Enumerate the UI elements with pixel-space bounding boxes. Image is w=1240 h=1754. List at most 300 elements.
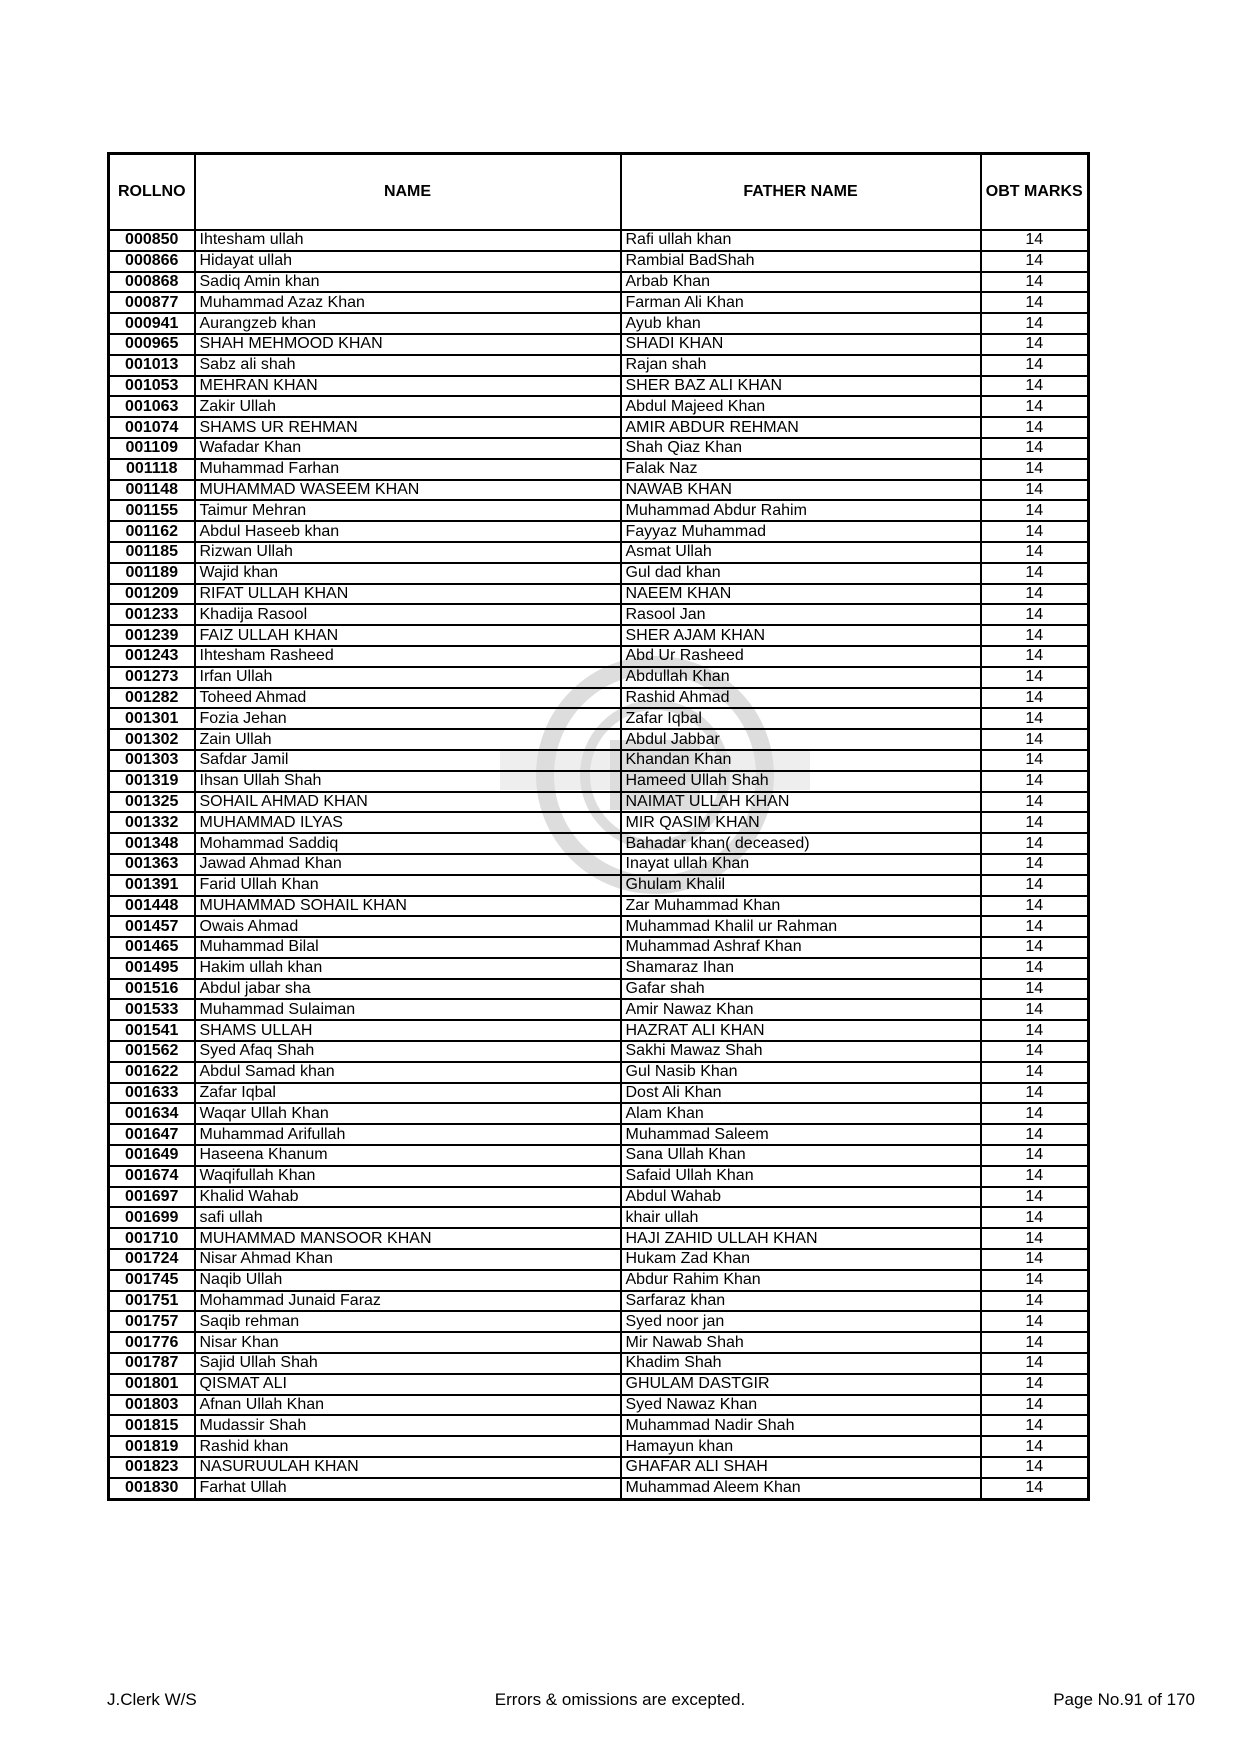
rollno-cell: 001233 bbox=[109, 604, 195, 625]
marks-cell: 14 bbox=[981, 1249, 1089, 1270]
name-cell: Wafadar Khan bbox=[195, 438, 621, 459]
table-row bbox=[109, 396, 1089, 417]
rollno-cell: 001803 bbox=[109, 1395, 195, 1416]
table-row bbox=[109, 750, 1089, 771]
father-name-cell: SHER BAZ ALI KHAN bbox=[621, 376, 981, 397]
name-cell: safi ullah bbox=[195, 1207, 621, 1228]
rollno-cell: 001118 bbox=[109, 459, 195, 480]
father-name-cell: HAZRAT ALI KHAN bbox=[621, 1020, 981, 1041]
marks-cell: 14 bbox=[981, 438, 1089, 459]
table-row bbox=[109, 604, 1089, 625]
marks-cell: 14 bbox=[981, 792, 1089, 813]
table-row bbox=[109, 771, 1089, 792]
rollno-cell: 000877 bbox=[109, 292, 195, 313]
rollno-cell: 001243 bbox=[109, 646, 195, 667]
name-cell: Ihsan Ullah Shah bbox=[195, 771, 621, 792]
marks-cell: 14 bbox=[981, 542, 1089, 563]
rollno-cell: 001699 bbox=[109, 1207, 195, 1228]
father-name-cell: Zafar Iqbal bbox=[621, 708, 981, 729]
rollno-cell: 001189 bbox=[109, 563, 195, 584]
table-row bbox=[109, 1478, 1089, 1499]
father-name-cell: MIR QASIM KHAN bbox=[621, 812, 981, 833]
table-row bbox=[109, 999, 1089, 1020]
name-cell: FAIZ ULLAH KHAN bbox=[195, 625, 621, 646]
name-cell: Sajid Ullah Shah bbox=[195, 1353, 621, 1374]
father-name-cell: Alam Khan bbox=[621, 1103, 981, 1124]
father-name-cell: Ghulam Khalil bbox=[621, 875, 981, 896]
table-row bbox=[109, 916, 1089, 937]
marks-cell: 14 bbox=[981, 1124, 1089, 1145]
table-row bbox=[109, 480, 1089, 501]
rollno-cell: 000850 bbox=[109, 230, 195, 251]
name-cell: Farid Ullah Khan bbox=[195, 875, 621, 896]
marks-cell: 14 bbox=[981, 667, 1089, 688]
header-rollno: ROLLNO bbox=[109, 154, 195, 231]
father-name-cell: HAJI ZAHID ULLAH KHAN bbox=[621, 1228, 981, 1249]
marks-cell: 14 bbox=[981, 688, 1089, 709]
name-cell: RIFAT ULLAH KHAN bbox=[195, 584, 621, 605]
name-cell: Fozia Jehan bbox=[195, 708, 621, 729]
marks-cell: 14 bbox=[981, 812, 1089, 833]
name-cell: MEHRAN KHAN bbox=[195, 376, 621, 397]
name-cell: MUHAMMAD SOHAIL KHAN bbox=[195, 896, 621, 917]
name-cell: SHAH MEHMOOD KHAN bbox=[195, 334, 621, 355]
header-father-name: FATHER NAME bbox=[621, 154, 981, 231]
marks-cell: 14 bbox=[981, 1291, 1089, 1312]
marks-cell: 14 bbox=[981, 750, 1089, 771]
marks-cell: 14 bbox=[981, 916, 1089, 937]
father-name-cell: Hamayun khan bbox=[621, 1436, 981, 1457]
rollno-cell: 001745 bbox=[109, 1270, 195, 1291]
father-name-cell: Rasool Jan bbox=[621, 604, 981, 625]
table-row bbox=[109, 688, 1089, 709]
name-cell: Mudassir Shah bbox=[195, 1415, 621, 1436]
rollno-cell: 001391 bbox=[109, 875, 195, 896]
name-cell: Rizwan Ullah bbox=[195, 542, 621, 563]
marks-cell: 14 bbox=[981, 1332, 1089, 1353]
table-row bbox=[109, 708, 1089, 729]
marks-cell: 14 bbox=[981, 1395, 1089, 1416]
rollno-cell: 000965 bbox=[109, 334, 195, 355]
table-row bbox=[109, 1124, 1089, 1145]
name-cell: Taimur Mehran bbox=[195, 500, 621, 521]
rollno-cell: 001457 bbox=[109, 916, 195, 937]
rollno-cell: 001448 bbox=[109, 896, 195, 917]
father-name-cell: Safaid Ullah Khan bbox=[621, 1166, 981, 1187]
table-row bbox=[109, 500, 1089, 521]
table-row bbox=[109, 896, 1089, 917]
table-row bbox=[109, 1166, 1089, 1187]
father-name-cell: Muhammad Nadir Shah bbox=[621, 1415, 981, 1436]
table-row bbox=[109, 1020, 1089, 1041]
name-cell: Abdul Haseeb khan bbox=[195, 521, 621, 542]
father-name-cell: Khandan Khan bbox=[621, 750, 981, 771]
marks-cell: 14 bbox=[981, 729, 1089, 750]
rollno-cell: 000868 bbox=[109, 272, 195, 293]
table-row bbox=[109, 1103, 1089, 1124]
rollno-cell: 001301 bbox=[109, 708, 195, 729]
table-row bbox=[109, 1353, 1089, 1374]
marks-cell: 14 bbox=[981, 1166, 1089, 1187]
father-name-cell: Amir Nawaz Khan bbox=[621, 999, 981, 1020]
name-cell: Waqifullah Khan bbox=[195, 1166, 621, 1187]
father-name-cell: Shamaraz Ihan bbox=[621, 958, 981, 979]
rollno-cell: 000866 bbox=[109, 251, 195, 272]
rollno-cell: 001622 bbox=[109, 1062, 195, 1083]
table-row bbox=[109, 646, 1089, 667]
father-name-cell: Arbab Khan bbox=[621, 272, 981, 293]
rollno-cell: 001332 bbox=[109, 812, 195, 833]
marks-cell: 14 bbox=[981, 292, 1089, 313]
name-cell: Hakim ullah khan bbox=[195, 958, 621, 979]
name-cell: Abdul Samad khan bbox=[195, 1062, 621, 1083]
marks-cell: 14 bbox=[981, 875, 1089, 896]
father-name-cell: Muhammad Saleem bbox=[621, 1124, 981, 1145]
rollno-cell: 001724 bbox=[109, 1249, 195, 1270]
name-cell: Aurangzeb khan bbox=[195, 313, 621, 334]
name-cell: Safdar Jamil bbox=[195, 750, 621, 771]
table-row bbox=[109, 1436, 1089, 1457]
marks-cell: 14 bbox=[981, 417, 1089, 438]
rollno-cell: 001633 bbox=[109, 1083, 195, 1104]
rollno-cell: 001302 bbox=[109, 729, 195, 750]
rollno-cell: 001697 bbox=[109, 1187, 195, 1208]
table-row bbox=[109, 563, 1089, 584]
marks-cell: 14 bbox=[981, 833, 1089, 854]
name-cell: Muhammad Sulaiman bbox=[195, 999, 621, 1020]
table-row bbox=[109, 1145, 1089, 1166]
father-name-cell: SHER AJAM KHAN bbox=[621, 625, 981, 646]
name-cell: Toheed Ahmad bbox=[195, 688, 621, 709]
name-cell: Muhammad Bilal bbox=[195, 937, 621, 958]
marks-cell: 14 bbox=[981, 272, 1089, 293]
rollno-cell: 001776 bbox=[109, 1332, 195, 1353]
rollno-cell: 001109 bbox=[109, 438, 195, 459]
table-row bbox=[109, 1374, 1089, 1395]
rollno-cell: 001239 bbox=[109, 625, 195, 646]
table-row bbox=[109, 729, 1089, 750]
name-cell: Ihtesham Rasheed bbox=[195, 646, 621, 667]
father-name-cell: Asmat Ullah bbox=[621, 542, 981, 563]
table-row bbox=[109, 625, 1089, 646]
father-name-cell: Muhammad Ashraf Khan bbox=[621, 937, 981, 958]
father-name-cell: Abd Ur Rasheed bbox=[621, 646, 981, 667]
name-cell: Hidayat ullah bbox=[195, 251, 621, 272]
father-name-cell: Rafi ullah khan bbox=[621, 230, 981, 251]
marks-cell: 14 bbox=[981, 1436, 1089, 1457]
table-row bbox=[109, 313, 1089, 334]
rollno-cell: 001649 bbox=[109, 1145, 195, 1166]
marks-cell: 14 bbox=[981, 376, 1089, 397]
name-cell: Muhammad Farhan bbox=[195, 459, 621, 480]
table-row bbox=[109, 875, 1089, 896]
marks-cell: 14 bbox=[981, 1478, 1089, 1499]
marks-cell: 14 bbox=[981, 230, 1089, 251]
name-cell: Khalid Wahab bbox=[195, 1187, 621, 1208]
table-row bbox=[109, 792, 1089, 813]
rollno-cell: 001363 bbox=[109, 854, 195, 875]
table-row bbox=[109, 1270, 1089, 1291]
name-cell: Nisar Khan bbox=[195, 1332, 621, 1353]
table-row bbox=[109, 355, 1089, 376]
marks-cell: 14 bbox=[981, 334, 1089, 355]
rollno-cell: 001348 bbox=[109, 833, 195, 854]
father-name-cell: Fayyaz Muhammad bbox=[621, 521, 981, 542]
father-name-cell: NAEEM KHAN bbox=[621, 584, 981, 605]
table-row bbox=[109, 459, 1089, 480]
table-row bbox=[109, 417, 1089, 438]
rollno-cell: 001830 bbox=[109, 1478, 195, 1499]
rollno-cell: 001751 bbox=[109, 1291, 195, 1312]
father-name-cell: SHADI KHAN bbox=[621, 334, 981, 355]
rollno-cell: 001273 bbox=[109, 667, 195, 688]
name-cell: Nisar Ahmad Khan bbox=[195, 1249, 621, 1270]
father-name-cell: Rashid Ahmad bbox=[621, 688, 981, 709]
name-cell: Afnan Ullah Khan bbox=[195, 1395, 621, 1416]
name-cell: NASURUULAH KHAN bbox=[195, 1457, 621, 1478]
rollno-cell: 001063 bbox=[109, 396, 195, 417]
name-cell: SOHAIL AHMAD KHAN bbox=[195, 792, 621, 813]
father-name-cell: Falak Naz bbox=[621, 459, 981, 480]
name-cell: Owais Ahmad bbox=[195, 916, 621, 937]
rollno-cell: 001282 bbox=[109, 688, 195, 709]
name-cell: Saqib rehman bbox=[195, 1311, 621, 1332]
name-cell: Mohammad Junaid Faraz bbox=[195, 1291, 621, 1312]
marks-cell: 14 bbox=[981, 1311, 1089, 1332]
marks-cell: 14 bbox=[981, 1228, 1089, 1249]
rollno-cell: 001319 bbox=[109, 771, 195, 792]
marks-cell: 14 bbox=[981, 854, 1089, 875]
marks-cell: 14 bbox=[981, 396, 1089, 417]
table-row bbox=[109, 812, 1089, 833]
table-row bbox=[109, 979, 1089, 1000]
header-obt-marks: OBT MARKS bbox=[981, 154, 1089, 231]
footer-page-number: Page No.91 of 170 bbox=[1053, 1690, 1195, 1709]
table-row bbox=[109, 833, 1089, 854]
table-row bbox=[109, 251, 1089, 272]
father-name-cell: AMIR ABDUR REHMAN bbox=[621, 417, 981, 438]
rollno-cell: 001562 bbox=[109, 1041, 195, 1062]
rollno-cell: 000941 bbox=[109, 313, 195, 334]
name-cell: Naqib Ullah bbox=[195, 1270, 621, 1291]
rollno-cell: 001074 bbox=[109, 417, 195, 438]
name-cell: Abdul jabar sha bbox=[195, 979, 621, 1000]
marks-cell: 14 bbox=[981, 1270, 1089, 1291]
marks-cell: 14 bbox=[981, 979, 1089, 1000]
rollno-cell: 001674 bbox=[109, 1166, 195, 1187]
name-cell: Zakir Ullah bbox=[195, 396, 621, 417]
father-name-cell: Sakhi Mawaz Shah bbox=[621, 1041, 981, 1062]
marks-cell: 14 bbox=[981, 1020, 1089, 1041]
marks-cell: 14 bbox=[981, 604, 1089, 625]
table-row bbox=[109, 1207, 1089, 1228]
table-row bbox=[109, 958, 1089, 979]
name-cell: SHAMS UR REHMAN bbox=[195, 417, 621, 438]
marks-cell: 14 bbox=[981, 646, 1089, 667]
name-cell: Mohammad Saddiq bbox=[195, 833, 621, 854]
name-cell: MUHAMMAD ILYAS bbox=[195, 812, 621, 833]
rollno-cell: 001647 bbox=[109, 1124, 195, 1145]
father-name-cell: NAIMAT ULLAH KHAN bbox=[621, 792, 981, 813]
table-row bbox=[109, 272, 1089, 293]
rollno-cell: 001013 bbox=[109, 355, 195, 376]
name-cell: Syed Afaq Shah bbox=[195, 1041, 621, 1062]
father-name-cell: Gul dad khan bbox=[621, 563, 981, 584]
rollno-cell: 001823 bbox=[109, 1457, 195, 1478]
table-row bbox=[109, 1395, 1089, 1416]
name-cell: MUHAMMAD WASEEM KHAN bbox=[195, 480, 621, 501]
name-cell: Khadija Rasool bbox=[195, 604, 621, 625]
father-name-cell: Farman Ali Khan bbox=[621, 292, 981, 313]
marks-cell: 14 bbox=[981, 563, 1089, 584]
rollno-cell: 001516 bbox=[109, 979, 195, 1000]
marks-cell: 14 bbox=[981, 1415, 1089, 1436]
father-name-cell: Muhammad Aleem Khan bbox=[621, 1478, 981, 1499]
table-row bbox=[109, 1083, 1089, 1104]
rollno-cell: 001787 bbox=[109, 1353, 195, 1374]
name-cell: Sadiq Amin khan bbox=[195, 272, 621, 293]
father-name-cell: Abdur Rahim Khan bbox=[621, 1270, 981, 1291]
name-cell: SHAMS ULLAH bbox=[195, 1020, 621, 1041]
table-row bbox=[109, 521, 1089, 542]
marks-cell: 14 bbox=[981, 1353, 1089, 1374]
table-row bbox=[109, 1291, 1089, 1312]
table-row bbox=[109, 1187, 1089, 1208]
father-name-cell: NAWAB KHAN bbox=[621, 480, 981, 501]
marks-cell: 14 bbox=[981, 313, 1089, 334]
name-cell: Farhat Ullah bbox=[195, 1478, 621, 1499]
father-name-cell: khair ullah bbox=[621, 1207, 981, 1228]
rollno-cell: 001325 bbox=[109, 792, 195, 813]
father-name-cell: Inayat ullah Khan bbox=[621, 854, 981, 875]
father-name-cell: Abdullah Khan bbox=[621, 667, 981, 688]
father-name-cell: Rambial BadShah bbox=[621, 251, 981, 272]
name-cell: Haseena Khanum bbox=[195, 1145, 621, 1166]
marks-cell: 14 bbox=[981, 1374, 1089, 1395]
rollno-cell: 001634 bbox=[109, 1103, 195, 1124]
father-name-cell: Gafar shah bbox=[621, 979, 981, 1000]
father-name-cell: Hameed Ullah Shah bbox=[621, 771, 981, 792]
father-name-cell: GHULAM DASTGIR bbox=[621, 1374, 981, 1395]
header-name: NAME bbox=[195, 154, 621, 231]
rollno-cell: 001541 bbox=[109, 1020, 195, 1041]
marks-cell: 14 bbox=[981, 896, 1089, 917]
table-row bbox=[109, 1415, 1089, 1436]
rollno-cell: 001162 bbox=[109, 521, 195, 542]
marks-cell: 14 bbox=[981, 521, 1089, 542]
name-cell: Jawad Ahmad Khan bbox=[195, 854, 621, 875]
father-name-cell: GHAFAR ALI SHAH bbox=[621, 1457, 981, 1478]
name-cell: Sabz ali shah bbox=[195, 355, 621, 376]
rollno-cell: 001053 bbox=[109, 376, 195, 397]
father-name-cell: Sarfaraz khan bbox=[621, 1291, 981, 1312]
table-row bbox=[109, 1457, 1089, 1478]
footer-clerk: J.Clerk W/S bbox=[107, 1690, 197, 1709]
father-name-cell: Abdul Wahab bbox=[621, 1187, 981, 1208]
results-table bbox=[107, 152, 1090, 1501]
rollno-cell: 001801 bbox=[109, 1374, 195, 1395]
footer-disclaimer: Errors & omissions are excepted. bbox=[494, 1690, 746, 1709]
rollno-cell: 001303 bbox=[109, 750, 195, 771]
table-row bbox=[109, 1311, 1089, 1332]
name-cell: Wajid khan bbox=[195, 563, 621, 584]
father-name-cell: Muhammad Abdur Rahim bbox=[621, 500, 981, 521]
rollno-cell: 001815 bbox=[109, 1415, 195, 1436]
rollno-cell: 001185 bbox=[109, 542, 195, 563]
table-row bbox=[109, 334, 1089, 355]
father-name-cell: Syed Nawaz Khan bbox=[621, 1395, 981, 1416]
marks-cell: 14 bbox=[981, 625, 1089, 646]
marks-cell: 14 bbox=[981, 480, 1089, 501]
marks-cell: 14 bbox=[981, 1457, 1089, 1478]
marks-cell: 14 bbox=[981, 1207, 1089, 1228]
header-row bbox=[109, 154, 1089, 231]
table-row bbox=[109, 542, 1089, 563]
rollno-cell: 001757 bbox=[109, 1311, 195, 1332]
table-row bbox=[109, 292, 1089, 313]
name-cell: Zafar Iqbal bbox=[195, 1083, 621, 1104]
father-name-cell: Abdul Majeed Khan bbox=[621, 396, 981, 417]
marks-cell: 14 bbox=[981, 1083, 1089, 1104]
table-row bbox=[109, 1041, 1089, 1062]
name-cell: Waqar Ullah Khan bbox=[195, 1103, 621, 1124]
marks-cell: 14 bbox=[981, 459, 1089, 480]
marks-cell: 14 bbox=[981, 958, 1089, 979]
table-row bbox=[109, 376, 1089, 397]
marks-cell: 14 bbox=[981, 1041, 1089, 1062]
rollno-cell: 001495 bbox=[109, 958, 195, 979]
marks-cell: 14 bbox=[981, 355, 1089, 376]
name-cell: Rashid khan bbox=[195, 1436, 621, 1457]
father-name-cell: Muhammad Khalil ur Rahman bbox=[621, 916, 981, 937]
name-cell: Ihtesham ullah bbox=[195, 230, 621, 251]
father-name-cell: Gul Nasib Khan bbox=[621, 1062, 981, 1083]
marks-cell: 14 bbox=[981, 708, 1089, 729]
marks-cell: 14 bbox=[981, 1103, 1089, 1124]
marks-cell: 14 bbox=[981, 937, 1089, 958]
marks-cell: 14 bbox=[981, 1062, 1089, 1083]
name-cell: Irfan Ullah bbox=[195, 667, 621, 688]
marks-cell: 14 bbox=[981, 500, 1089, 521]
father-name-cell: Zar Muhammad Khan bbox=[621, 896, 981, 917]
table-row bbox=[109, 667, 1089, 688]
rollno-cell: 001465 bbox=[109, 937, 195, 958]
table-row bbox=[109, 1249, 1089, 1270]
father-name-cell: Syed noor jan bbox=[621, 1311, 981, 1332]
table-row bbox=[109, 584, 1089, 605]
rollno-cell: 001710 bbox=[109, 1228, 195, 1249]
rollno-cell: 001533 bbox=[109, 999, 195, 1020]
father-name-cell: Sana Ullah Khan bbox=[621, 1145, 981, 1166]
name-cell: Muhammad Arifullah bbox=[195, 1124, 621, 1145]
father-name-cell: Khadim Shah bbox=[621, 1353, 981, 1374]
rollno-cell: 001819 bbox=[109, 1436, 195, 1457]
table-row bbox=[109, 1228, 1089, 1249]
name-cell: Zain Ullah bbox=[195, 729, 621, 750]
father-name-cell: Rajan shah bbox=[621, 355, 981, 376]
marks-cell: 14 bbox=[981, 1145, 1089, 1166]
table-row bbox=[109, 1332, 1089, 1353]
table-row bbox=[109, 937, 1089, 958]
table-row bbox=[109, 854, 1089, 875]
rollno-cell: 001155 bbox=[109, 500, 195, 521]
father-name-cell: Abdul Jabbar bbox=[621, 729, 981, 750]
table-row bbox=[109, 438, 1089, 459]
marks-cell: 14 bbox=[981, 251, 1089, 272]
rollno-cell: 001209 bbox=[109, 584, 195, 605]
father-name-cell: Hukam Zad Khan bbox=[621, 1249, 981, 1270]
marks-cell: 14 bbox=[981, 771, 1089, 792]
